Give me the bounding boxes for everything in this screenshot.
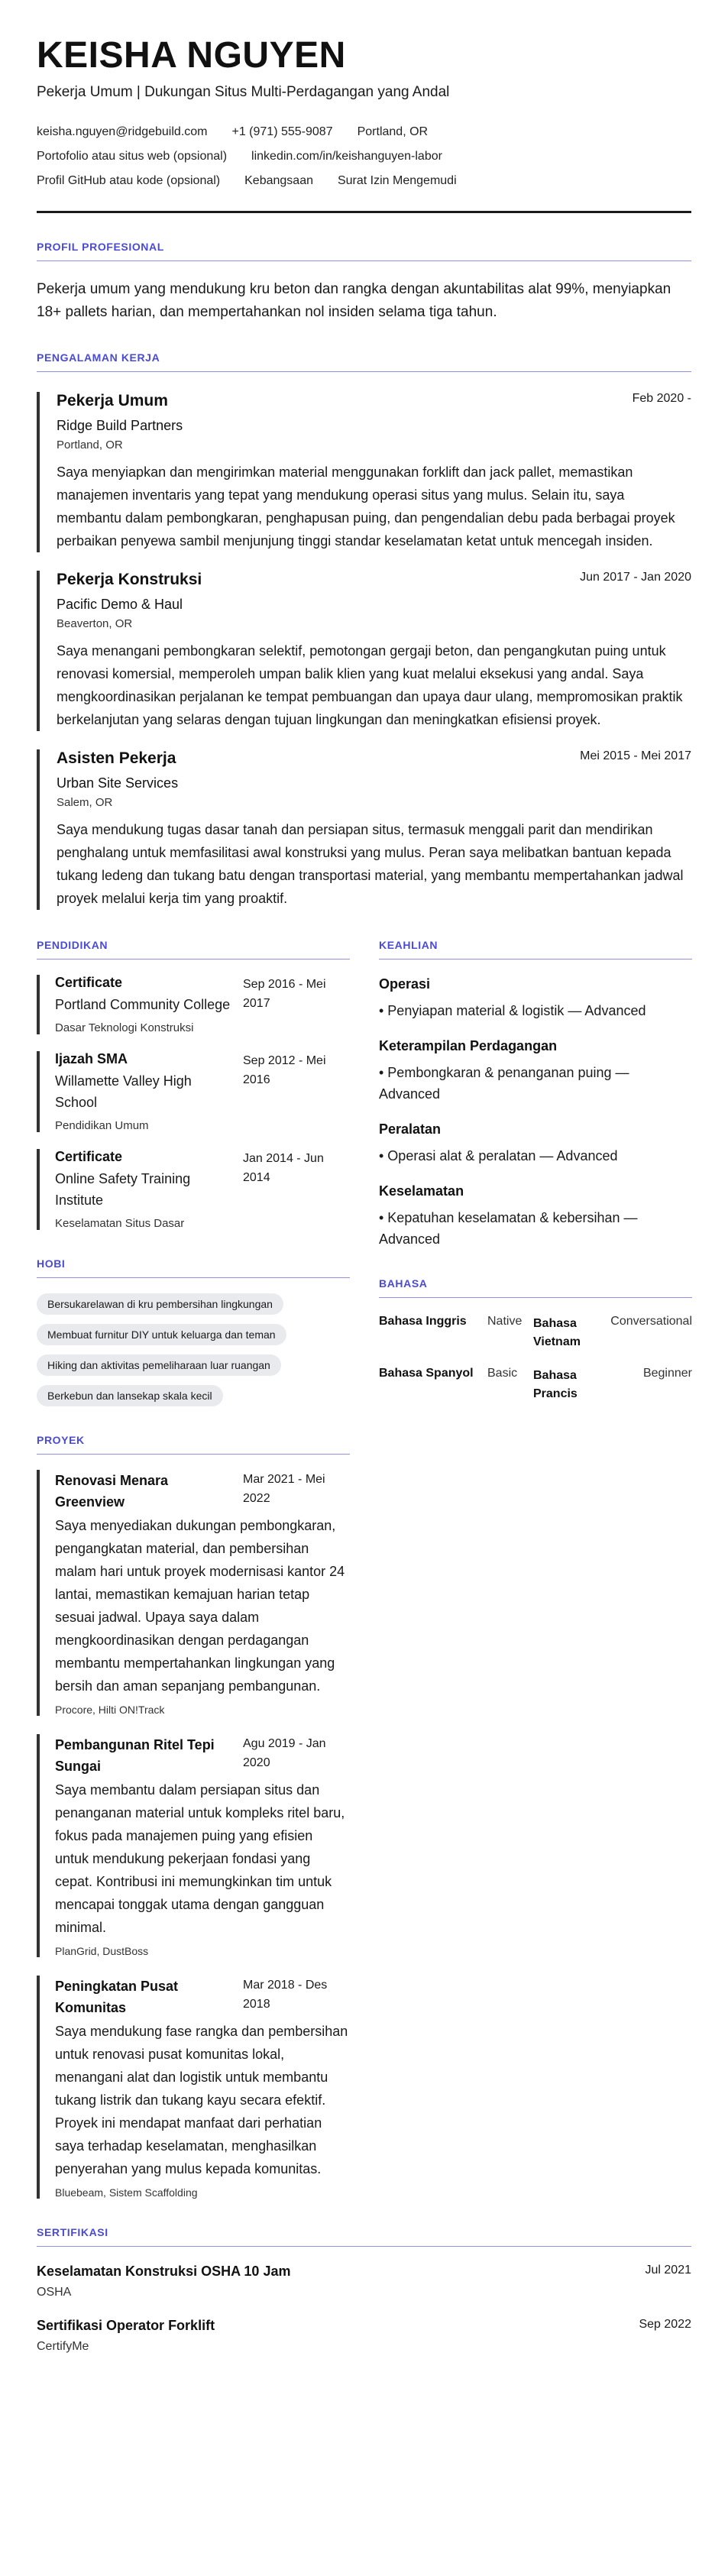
skills-heading: KEAHLIAN bbox=[379, 939, 692, 960]
right-column bbox=[379, 939, 692, 2199]
profile-heading: PROFIL PROFESIONAL bbox=[37, 241, 691, 261]
experience-company: Pacific Demo & Haul bbox=[57, 597, 183, 613]
hobby-chip: Bersukarelawan di kru pembersihan lingkungan bbox=[37, 1293, 283, 1315]
hobby-list bbox=[37, 1293, 350, 1406]
experience-list bbox=[37, 392, 691, 910]
two-column-area bbox=[37, 939, 691, 2199]
certification-date: Sep 2022 bbox=[639, 2318, 691, 2332]
candidate-name: KEISHA NGUYEN bbox=[37, 35, 346, 76]
contact-line-2 bbox=[37, 150, 691, 163]
project-description: Saya membantu dalam persiapan situs dan penanganan material untuk kompleks ritel baru, fokus pada manajemen puing yang efisien untuk mendukung pekerjaan fondasi yang cepat. Kontribusi ini memungkinkan tim untuk mencapai tonggak utama dengan gangguan minimal. bbox=[55, 1782, 345, 1936]
experience-description: Saya menyiapkan dan mengirimkan material menggunakan forklift dan jack pallet, memastikan manajemen inventaris yang tepat yang mendukung operasi situs yang mulus. Selain itu, saya membantu dalam pembongkaran, penghapusan puing, dan pengendalian debu pada berbagai proyek perbaikan penyewa sambil menjunjung tinggi standar keselamatan ketat untuk mencegah insiden. bbox=[57, 464, 675, 549]
experience-description: Saya mendukung tugas dasar tanah dan persiapan situs, termasuk menggali parit dan mendirikan penghalang untuk memfasilitasi awal konstruksi yang mulus. Peran saya melibatkan bantuan kepada tukang ledeng dan tukang batu dengan transportasi material, yang membantu mempertahankan jadwal proyek melalui kerja tim yang proaktif. bbox=[57, 822, 684, 907]
certification-issuer: OSHA bbox=[37, 2286, 72, 2299]
projects-section bbox=[37, 1434, 350, 2199]
education-item-header bbox=[55, 1149, 350, 1211]
experience-title: Pekerja Konstruksi bbox=[57, 571, 202, 589]
experience-item bbox=[37, 571, 691, 731]
language-level: Beginner bbox=[642, 1367, 692, 1380]
experience-item-header bbox=[57, 749, 691, 768]
project-list bbox=[37, 1470, 350, 2199]
language-name: Bahasa Inggris bbox=[379, 1315, 467, 1328]
education-degree: Certificate bbox=[55, 1149, 123, 1165]
skill-category: Operasi bbox=[379, 976, 431, 992]
contact-nationality: Kebangsaan bbox=[244, 174, 313, 188]
education-heading: PENDIDIKAN bbox=[37, 939, 350, 960]
contact-portfolio[interactable]: Portofolio atau situs web (opsional) bbox=[37, 150, 228, 163]
project-item bbox=[37, 1734, 350, 1957]
contact-line-1 bbox=[37, 125, 691, 139]
language-level: Native bbox=[487, 1315, 523, 1328]
skill-group bbox=[379, 976, 692, 1021]
project-item-header bbox=[55, 1976, 350, 2018]
certifications-section bbox=[37, 2226, 691, 2354]
project-description: Saya mendukung fase rangka dan pembersihan untuk renovasi pusat komunitas lokal, menangani alat dan logistik untuk membantu tukang listrik dan tukang kayu secara efektif. Proyek ini mendapat manfaat dari perhatian saya terhadap keselamatan, menghasilkan penyerahan yang mulus kepada komunitas. bbox=[55, 2024, 348, 2177]
contact-email[interactable]: keisha.nguyen@ridgebuild.com bbox=[37, 125, 208, 139]
experience-heading: PENGALAMAN KERJA bbox=[37, 351, 691, 372]
experience-date: Jun 2017 - Jan 2020 bbox=[580, 571, 691, 584]
language-name: Bahasa Spanyol bbox=[379, 1367, 474, 1380]
certification-name: Keselamatan Konstruksi OSHA 10 Jam bbox=[37, 2264, 291, 2280]
education-school: Online Safety Training Institute bbox=[55, 1171, 191, 1209]
education-main bbox=[55, 1051, 231, 1113]
experience-company: Ridge Build Partners bbox=[57, 418, 183, 434]
skill-entry: • Operasi alat & peralatan — Advanced bbox=[379, 1148, 618, 1164]
education-item bbox=[37, 1149, 350, 1230]
skill-group bbox=[379, 1121, 692, 1167]
skill-category: Keselamatan bbox=[379, 1183, 464, 1199]
hobby-chip: Hiking dan aktivitas pemeliharaan luar ruangan bbox=[37, 1354, 281, 1376]
education-item-header bbox=[55, 975, 350, 1015]
education-degree: Ijazah SMA bbox=[55, 1051, 128, 1067]
projects-heading: PROYEK bbox=[37, 1434, 350, 1455]
project-item bbox=[37, 1976, 350, 2199]
certification-item bbox=[37, 2318, 691, 2354]
education-main bbox=[55, 975, 231, 1015]
education-date: Sep 2012 - Mei 2016 bbox=[243, 1054, 326, 1087]
experience-description: Saya menangani pembongkaran selektif, pemotongan gergaji beton, dan pengangkutan puing untuk renovasi komersial, memperoleh umpan balik klien yang kuat melalui eksekusi yang andal. Saya mengkoordinasikan perjalanan ke tempat pembuangan dan upaya daur ulang, mempromosikan praktik berkelanjutan yang selaras dengan tujuan lingkungan dan meningkatkan efisiensi proyek. bbox=[57, 643, 683, 728]
skill-groups bbox=[379, 976, 692, 1250]
certification-item bbox=[37, 2264, 691, 2299]
languages-section bbox=[379, 1277, 692, 1403]
profile-summary: Pekerja umum yang mendukung kru beton dan rangka dengan akuntabilitas alat 99%, menyiapkan 18+ pallets harian, dan mempertahankan nol insiden selama tiga tahun. bbox=[37, 281, 671, 321]
experience-date: Feb 2020 - bbox=[632, 392, 691, 406]
skill-category: Peralatan bbox=[379, 1121, 442, 1138]
project-date: Agu 2019 - Jan 2020 bbox=[243, 1737, 326, 1770]
languages-heading: BAHASA bbox=[379, 1277, 692, 1298]
certification-list bbox=[37, 2264, 691, 2354]
language-level: Conversational bbox=[610, 1315, 692, 1328]
education-school: Willamette Valley High School bbox=[55, 1073, 192, 1111]
education-field: Pendidikan Umum bbox=[55, 1119, 149, 1133]
experience-title: Pekerja Umum bbox=[57, 392, 168, 410]
language-name: Bahasa Vietnam bbox=[533, 1317, 581, 1349]
project-title: Renovasi Menara Greenview bbox=[55, 1473, 169, 1510]
hobby-chip: Membuat furnitur DIY untuk keluarga dan teman bbox=[37, 1324, 286, 1345]
contact-phone[interactable]: +1 (971) 555-9087 bbox=[231, 125, 333, 139]
skill-category: Keterampilan Perdagangan bbox=[379, 1038, 558, 1054]
language-name: Bahasa Prancis bbox=[533, 1369, 578, 1401]
skill-group bbox=[379, 1183, 692, 1250]
certification-issuer: CertifyMe bbox=[37, 2340, 89, 2354]
contact-location: Portland, OR bbox=[357, 125, 429, 139]
education-list bbox=[37, 975, 350, 1230]
contact-linkedin[interactable]: linkedin.com/in/keishanguyen-labor bbox=[251, 150, 442, 163]
project-item bbox=[37, 1470, 350, 1716]
experience-section bbox=[37, 351, 691, 910]
project-tools: PlanGrid, DustBoss bbox=[55, 1945, 149, 1958]
experience-item bbox=[37, 749, 691, 910]
resume-header bbox=[37, 37, 691, 213]
skill-entry: • Penyiapan material & logistik — Advanced bbox=[379, 1003, 646, 1019]
certification-item-header bbox=[37, 2318, 691, 2334]
hobbies-heading: HOBI bbox=[37, 1257, 350, 1278]
experience-location: Portland, OR bbox=[57, 439, 123, 452]
education-item-header bbox=[55, 1051, 350, 1113]
education-section bbox=[37, 939, 350, 1230]
certification-date: Jul 2021 bbox=[645, 2264, 691, 2277]
project-item-header bbox=[55, 1734, 350, 1777]
skill-entry: • Kepatuhan keselamatan & kebersihan — Advanced bbox=[379, 1210, 638, 1248]
certifications-heading: SERTIFIKASI bbox=[37, 2226, 691, 2247]
experience-item-header bbox=[57, 571, 691, 589]
experience-title: Asisten Pekerja bbox=[57, 749, 176, 768]
contact-line-3 bbox=[37, 174, 691, 188]
project-tools: Bluebeam, Sistem Scaffolding bbox=[55, 2186, 198, 2199]
project-item-header bbox=[55, 1470, 350, 1513]
candidate-tagline: Pekerja Umum | Dukungan Situs Multi-Perdagangan yang Andal bbox=[37, 84, 450, 101]
experience-company: Urban Site Services bbox=[57, 775, 179, 791]
project-date: Mar 2018 - Des 2018 bbox=[243, 1979, 328, 2011]
experience-item bbox=[37, 392, 691, 552]
certification-name: Sertifikasi Operator Forklift bbox=[37, 2318, 215, 2334]
education-main bbox=[55, 1149, 231, 1211]
education-item bbox=[37, 1051, 350, 1132]
experience-location: Beaverton, OR bbox=[57, 617, 133, 631]
education-school: Portland Community College bbox=[55, 997, 231, 1013]
project-description: Saya menyediakan dukungan pembongkaran, pengangkatan material, dan pembersihan malam hari untuk proyek modernisasi kantor 24 lantai, memastikan kemajuan harian tetap sesuai jadwal. Upaya saya dalam mengkoordinasikan dengan perdagangan membantu mempertahankan lingkungan yang bersih dan aman sepanjang pembangunan. bbox=[55, 1518, 345, 1694]
header-divider bbox=[37, 211, 691, 213]
hobby-chip: Berkebun dan lansekap skala kecil bbox=[37, 1385, 223, 1406]
education-field: Dasar Teknologi Konstruksi bbox=[55, 1021, 194, 1035]
profile-section bbox=[37, 241, 691, 324]
left-column bbox=[37, 939, 350, 2199]
skill-group bbox=[379, 1038, 692, 1105]
language-grid bbox=[379, 1315, 692, 1403]
language-level: Basic bbox=[487, 1367, 518, 1380]
education-date: Sep 2016 - Mei 2017 bbox=[243, 978, 326, 1011]
certification-item-header bbox=[37, 2264, 691, 2280]
experience-date: Mei 2015 - Mei 2017 bbox=[580, 749, 691, 763]
education-field: Keselamatan Situs Dasar bbox=[55, 1217, 185, 1231]
project-tools: Procore, Hilti ON!Track bbox=[55, 1704, 165, 1717]
education-item bbox=[37, 975, 350, 1034]
contact-info bbox=[37, 125, 691, 188]
skill-entry: • Pembongkaran & penanganan puing — Advanced bbox=[379, 1065, 629, 1102]
project-title: Pembangunan Ritel Tepi Sungai bbox=[55, 1737, 215, 1775]
experience-location: Salem, OR bbox=[57, 796, 113, 810]
contact-github[interactable]: Profil GitHub atau kode (opsional) bbox=[37, 174, 221, 188]
contact-license: Surat Izin Mengemudi bbox=[337, 174, 457, 188]
hobbies-section bbox=[37, 1257, 350, 1406]
education-date: Jan 2014 - Jun 2014 bbox=[243, 1152, 324, 1185]
project-title: Peningkatan Pusat Komunitas bbox=[55, 1979, 179, 2016]
education-degree: Certificate bbox=[55, 975, 123, 991]
experience-item-header bbox=[57, 392, 691, 410]
skills-section bbox=[379, 939, 692, 1250]
project-date: Mar 2021 - Mei 2022 bbox=[243, 1473, 325, 1506]
